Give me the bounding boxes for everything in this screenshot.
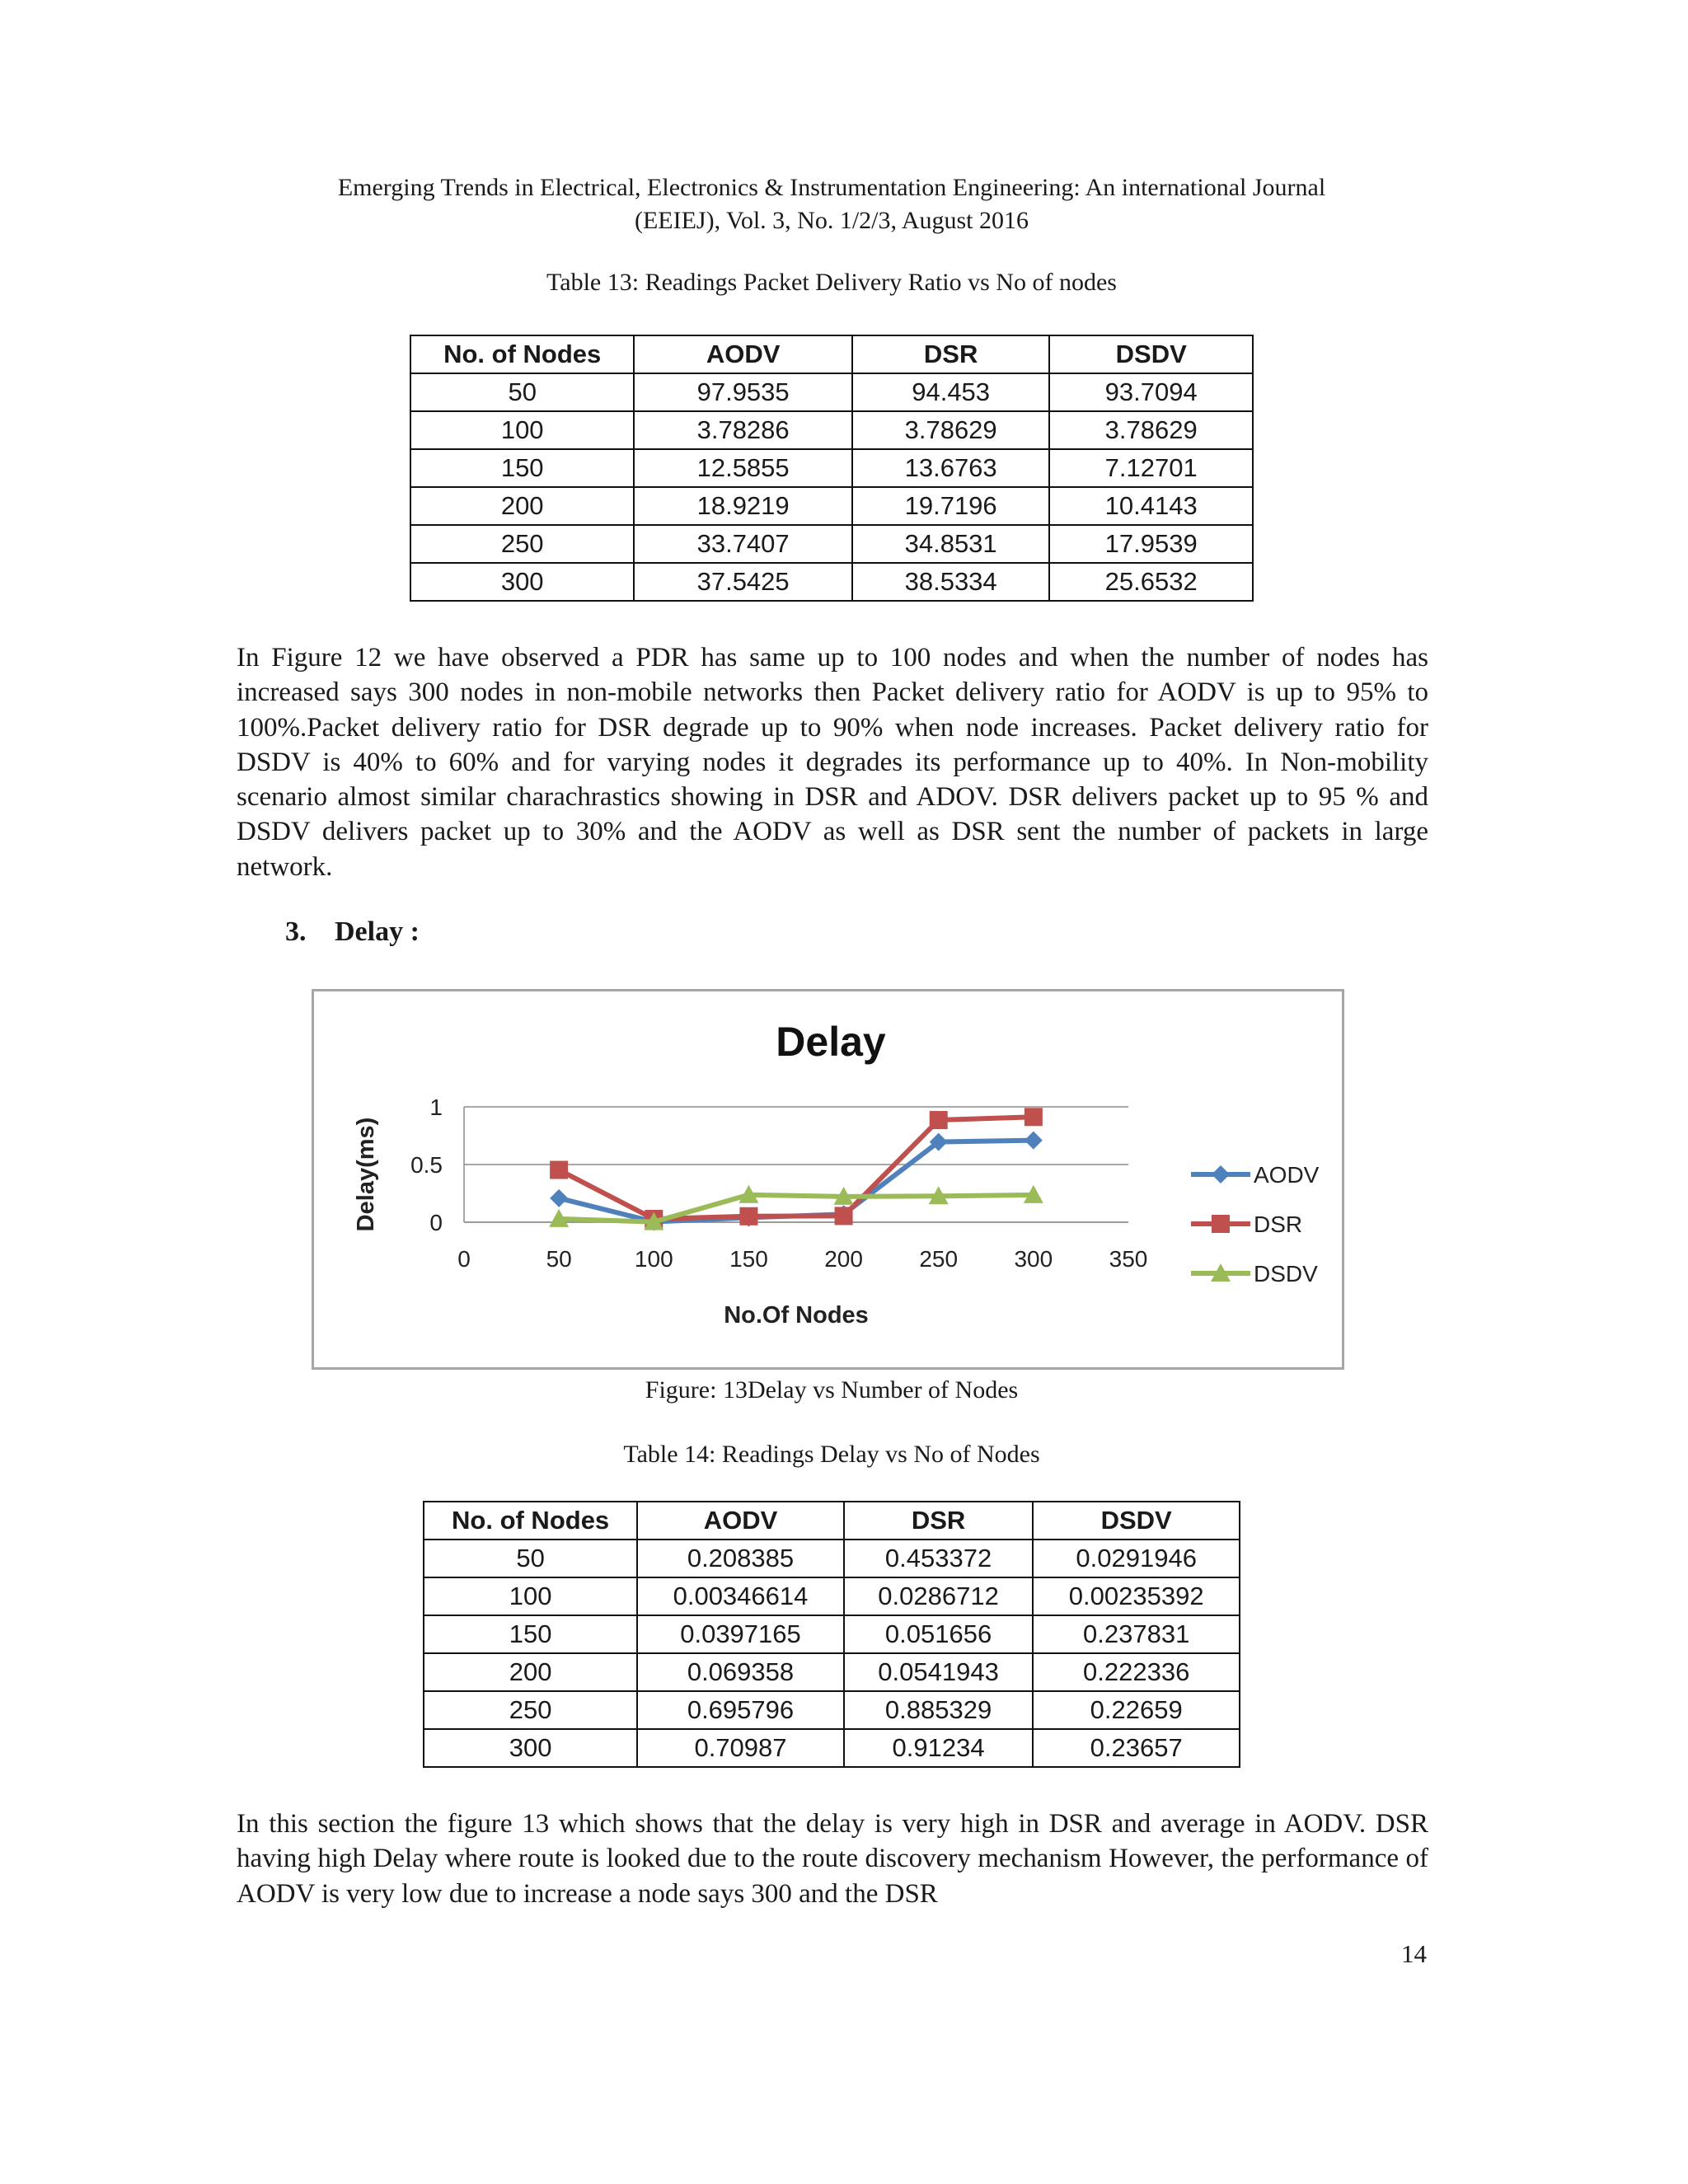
table-row [410, 525, 1253, 563]
table-cell: 12.5855 [634, 449, 851, 487]
table14-caption: Table 14: Readings Delay vs No of Nodes [623, 1441, 1040, 1468]
table-row [410, 373, 1253, 411]
table-row [424, 1615, 1240, 1653]
table-cell: 50 [424, 1540, 637, 1577]
table-cell: 13.6763 [852, 449, 1050, 487]
table13 [410, 335, 1254, 602]
data-point-dsr [930, 1111, 948, 1129]
table-cell: 33.7407 [634, 525, 851, 563]
table-cell: 3.78629 [1049, 411, 1253, 449]
column-header: DSDV [1033, 1502, 1240, 1540]
table-cell: 17.9539 [1049, 525, 1253, 563]
table-cell: 0.00235392 [1033, 1577, 1240, 1615]
table-cell: 0.208385 [637, 1540, 844, 1577]
table-cell: 200 [424, 1653, 637, 1691]
table-cell: 50 [410, 373, 634, 411]
legend-label-dsr: DSR [1254, 1212, 1303, 1237]
table-cell: 0.0291946 [1033, 1540, 1240, 1577]
table-cell: 300 [424, 1729, 637, 1767]
table-cell: 0.237831 [1033, 1615, 1240, 1653]
y-tick-label: 1 [429, 1094, 443, 1120]
data-point-dsr [739, 1207, 757, 1226]
x-tick-label: 250 [919, 1246, 959, 1272]
table-cell: 100 [410, 411, 634, 449]
table-cell: 10.4143 [1049, 487, 1253, 525]
figure13-caption: Figure: 13Delay vs Number of Nodes [645, 1376, 1019, 1404]
table-row [410, 487, 1253, 525]
journal-header-line2: (EEIEJ), Vol. 3, No. 1/2/3, August 2016 [634, 207, 1029, 234]
table-cell: 0.885329 [844, 1691, 1034, 1729]
table-cell: 0.0541943 [844, 1653, 1034, 1691]
table-row [424, 1729, 1240, 1767]
x-tick-label: 350 [1109, 1246, 1148, 1272]
table-cell: 18.9219 [634, 487, 851, 525]
table-header-row [410, 335, 1253, 373]
journal-header-line1: Emerging Trends in Electrical, Electronics & Instrumentation Engineering: An international Journal [337, 174, 1326, 201]
journal-header [0, 171, 1663, 237]
y-tick-label: 0.5 [410, 1152, 443, 1178]
table-row [424, 1540, 1240, 1577]
table-cell: 38.5334 [852, 563, 1050, 601]
y-tick-label: 0 [429, 1210, 443, 1235]
x-tick-label: 0 [457, 1246, 471, 1272]
paragraph-pdr-discussion: In Figure 12 we have observed a PDR has same up to 100 nodes and when the number of nodes has increased says 300 nodes in non-mobile networks then Packet delivery ratio for AODV is up to 95% to 100%.Packet delivery ratio for DSR degrade up to 90% when node increases. Packet delivery ratio for DSDV is 40% to 60% and for varying nodes it degrades its performance up to 40%. In Non-mobility scenario almost similar charachrastics showing in DSR and ADOV. DSR delivers packet up to 95 % and DSDV delivers packet up to 30% and the AODV as well as DSR sent the number of packets in large network. [237, 643, 1428, 882]
data-point-dsr [1025, 1108, 1043, 1126]
table-cell: 150 [424, 1615, 637, 1653]
table-cell: 200 [410, 487, 634, 525]
table-cell: 93.7094 [1049, 373, 1253, 411]
table-cell: 0.91234 [844, 1729, 1034, 1767]
table-cell: 94.453 [852, 373, 1050, 411]
legend-label-dsdv: DSDV [1254, 1261, 1318, 1286]
table-cell: 0.051656 [844, 1615, 1034, 1653]
table-cell: 0.22659 [1033, 1691, 1240, 1729]
column-header: No. of Nodes [410, 335, 634, 373]
data-point-aodv [1025, 1132, 1043, 1150]
table-row [424, 1653, 1240, 1691]
column-header: DSR [852, 335, 1050, 373]
x-tick-label: 300 [1014, 1246, 1053, 1272]
series-line-dsr [559, 1117, 1034, 1219]
series-line-aodv [559, 1141, 1034, 1222]
table-header-row [424, 1502, 1240, 1540]
table-cell: 0.00346614 [637, 1577, 844, 1615]
table-cell: 19.7196 [852, 487, 1050, 525]
section-title: Delay : [335, 916, 420, 947]
table-row [424, 1577, 1240, 1615]
table-row [424, 1691, 1240, 1729]
x-axis-label: No.Of Nodes [724, 1302, 869, 1329]
table13-caption: Table 13: Readings Packet Delivery Ratio vs No of nodes [546, 269, 1117, 296]
table-row [410, 449, 1253, 487]
legend-marker-aodv [1212, 1165, 1230, 1183]
data-point-dsr [835, 1207, 853, 1225]
x-tick-label: 200 [824, 1246, 863, 1272]
table-cell: 0.453372 [844, 1540, 1034, 1577]
table-cell: 97.9535 [634, 373, 851, 411]
column-header: No. of Nodes [424, 1502, 637, 1540]
table-cell: 25.6532 [1049, 563, 1253, 601]
data-point-aodv [550, 1189, 568, 1207]
delay-chart [312, 989, 1344, 1370]
x-tick-label: 150 [729, 1246, 768, 1272]
table-cell: 300 [410, 563, 634, 601]
page-number: 14 [1401, 1939, 1427, 1968]
table-cell: 250 [424, 1691, 637, 1729]
table-cell: 100 [424, 1577, 637, 1615]
table-cell: 250 [410, 525, 634, 563]
legend-label-aodv: AODV [1254, 1162, 1320, 1188]
column-header: AODV [637, 1502, 844, 1540]
table-cell: 7.12701 [1049, 449, 1253, 487]
y-axis-label: Delay(ms) [353, 1117, 379, 1232]
x-tick-label: 100 [634, 1246, 673, 1272]
table-cell: 3.78629 [852, 411, 1050, 449]
table-cell: 37.5425 [634, 563, 851, 601]
data-point-dsr [550, 1161, 568, 1179]
legend-marker-dsr [1212, 1215, 1230, 1233]
column-header: AODV [634, 335, 851, 373]
column-header: DSR [844, 1502, 1034, 1540]
section-number: 3. [285, 916, 307, 947]
table14 [423, 1501, 1240, 1768]
table-cell: 0.0286712 [844, 1577, 1034, 1615]
table-cell: 3.78286 [634, 411, 851, 449]
table-cell: 0.222336 [1033, 1653, 1240, 1691]
chart-title: Delay [776, 1019, 886, 1065]
table-cell: 34.8531 [852, 525, 1050, 563]
table-cell: 150 [410, 449, 634, 487]
table-cell: 0.70987 [637, 1729, 844, 1767]
paragraph-delay-discussion: In this section the figure 13 which shows that the delay is very high in DSR and average in AODV. DSR having high Delay where route is looked due to the route discovery mechanism However, the performance of AODV is very low due to increase a node says 300 and the DSR [237, 1809, 1428, 1909]
table-row [410, 411, 1253, 449]
section-heading-delay [285, 916, 420, 948]
x-tick-label: 50 [546, 1246, 572, 1272]
table-cell: 0.0397165 [637, 1615, 844, 1653]
table-row [410, 563, 1253, 601]
column-header: DSDV [1049, 335, 1253, 373]
table-cell: 0.23657 [1033, 1729, 1240, 1767]
delay-chart-svg [314, 991, 1342, 1367]
table-cell: 0.069358 [637, 1653, 844, 1691]
table-cell: 0.695796 [637, 1691, 844, 1729]
